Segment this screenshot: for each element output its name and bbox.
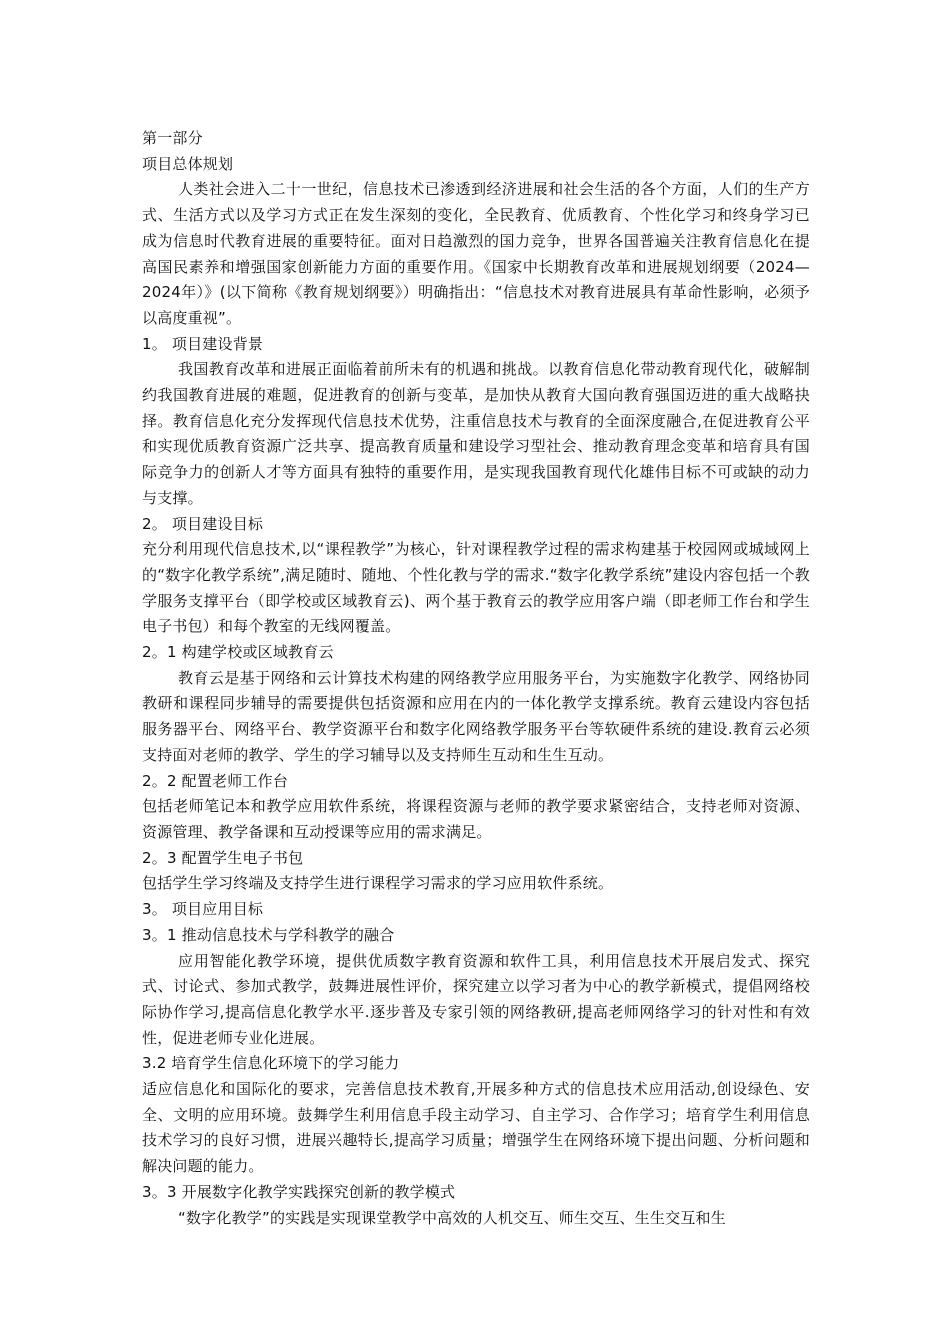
paragraph-1: 我国教育改革和进展正面临着前所未有的机遇和挑战。以教育信息化带动教育现代化，破解制约我国教育进展的难题，促进教育的创新与变革，是加快从教育大国向教育强国迈进的重大战略抉择。教育信息化充分发挥现代信息技术优势，注重信息技术与教育的全面深度融合,在促进教育公平和实现优质教育资源广泛共享、提高教育质量和建设学习型社会、推动教育理念变革和培育具有国际竞争力的创新人才等方面具有独特的重要作用，是实现我国教育现代化雄伟目标不可或缺的动力与支撑。 [142, 360, 810, 507]
document-body [142, 126, 810, 1231]
heading-3-3: 3。3 开展数字化教学实践探究创新的教学模式 [142, 1182, 456, 1201]
paragraph-2-2: 包括老师笔记本和教学应用软件系统，将课程资源与老师的教学要求紧密结合，支持老师对资源、资源管理、教学备课和互动授课等应用的需求满足。 [142, 797, 810, 841]
paragraph-3-1: 应用智能化教学环境，提供优质数字教育资源和软件工具，利用信息技术开展启发式、探究式、讨论式、参加式教学，鼓舞进展性评价，探究建立以学习者为中心的教学新模式，提倡网络校际协作学习,提高信息化教学水平.逐步普及专家引领的网络教研,提高老师网络学习的针对性和有效性，促进老师专业化进展。 [142, 951, 810, 1047]
paragraph-3-3: “数字化教学”的实践是实现课堂教学中高效的人机交互、师生交互、生生交互和生 [178, 1208, 726, 1227]
paragraph-2-3: 包括学生学习终端及支持学生进行课程学习需求的学习应用软件系统。 [142, 874, 614, 893]
intro-paragraph: 人类社会进入二十一世纪，信息技术已渗透到经济进展和社会生活的各个方面，人们的生产方式、生活方式以及学习方式正在发生深刻的变化，全民教育、优质教育、个性化学习和终身学习已成为信息时代教育进展的重要特征。面对日趋激烈的国力竞争，世界各国普遍关注教育信息化在提高国民素养和增强国家创新能力方面的重要作用。《国家中长期教育改革和进展规划纲要（2024—2024年）》(以下简称《教育规划纲要》）明确指出：“信息技术对教育进展具有革命性影响，必须予以高度重视”。 [142, 180, 810, 327]
paragraph-3-2: 适应信息化和国际化的要求，完善信息技术教育,开展多种方式的信息技术应用活动,创设绿色、安全、文明的应用环境。鼓舞学生利用信息手段主动学习、自主学习、合作学习；培育学生利用信息技术学习的良好习惯，进展兴趣特长,提高学习质量；增强学生在网络环境下提出问题、分析问题和解决问题的能力。 [142, 1080, 810, 1176]
part-title: 第一部分 [142, 129, 203, 147]
section-title: 项目总体规划 [142, 154, 234, 173]
heading-3-1: 3。1 推动信息技术与学科教学的融合 [142, 925, 395, 944]
heading-2-1: 2。1 构建学校或区域教育云 [142, 643, 334, 662]
heading-2-2: 2。2 配置老师工作台 [142, 771, 289, 790]
heading-2-3: 2。3 配置学生电子书包 [142, 848, 304, 867]
paragraph-2: 充分利用现代信息技术,以“课程教学”为核心，针对课程教学过程的需求构建基于校园网或城域网上的“数字化教学系统”,满足随时、随地、个性化教与学的需求.“数字化教学系统”建设内容包括一个教学服务支撑平台（即学校或区域教育云)、两个基于教育云的教学应用客户端（即老师工作台和学生电子书包）和每个教室的无线网覆盖。 [142, 540, 810, 636]
heading-3-2: 3.2 培育学生信息化环境下的学习能力 [142, 1054, 400, 1073]
heading-3: 3。 项目应用目标 [142, 900, 264, 919]
heading-1: 1。 项目建设背景 [142, 334, 264, 353]
heading-2: 2。 项目建设目标 [142, 514, 264, 533]
paragraph-2-1: 教育云是基于网络和云计算技术构建的网络教学应用服务平台，为实施数字化教学、网络协同教研和课程同步辅导的需要提供包括资源和应用在内的一体化教学支撑系统。教育云建设内容包括服务器平台、网络平台、教学资源平台和数字化网络教学服务平台等软硬件系统的建设.教育云必须支持面对老师的教学、学生的学习辅导以及支持师生互动和生生互动。 [142, 668, 810, 764]
